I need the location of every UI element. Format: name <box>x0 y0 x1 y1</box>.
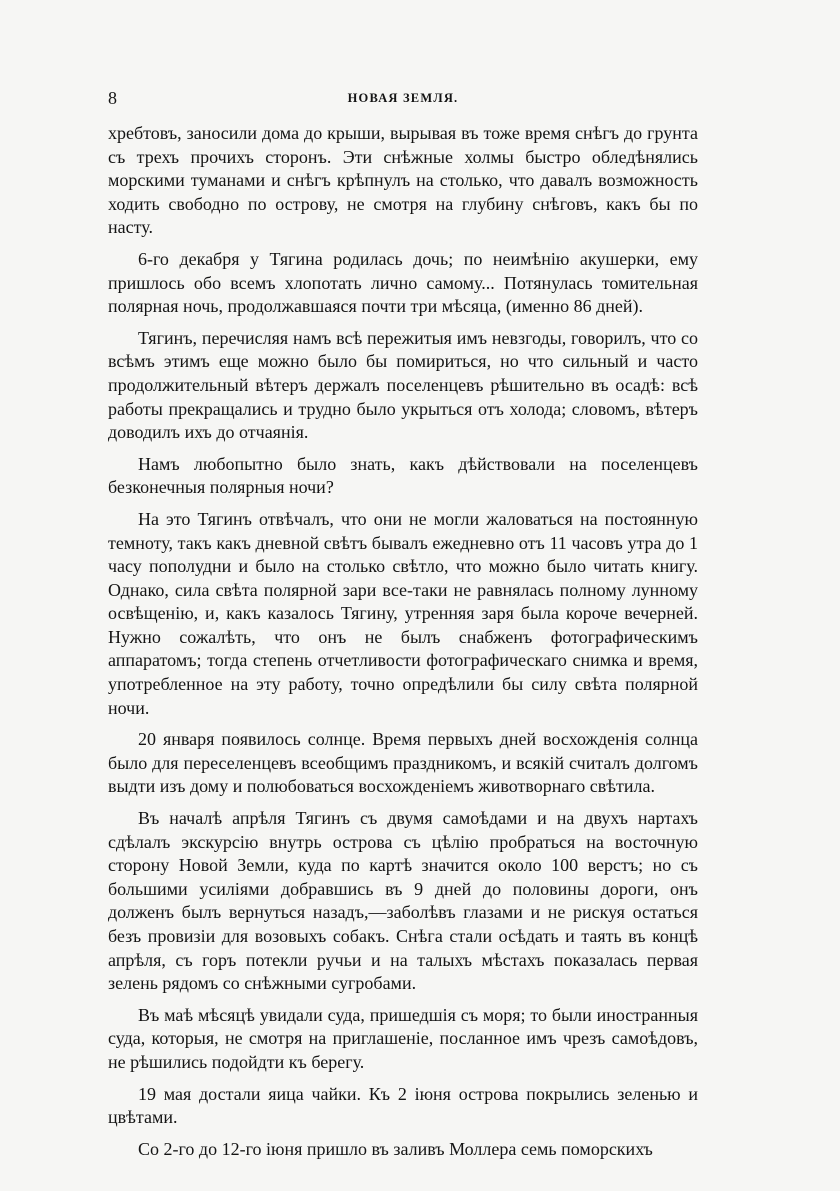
paragraph: Въ началѣ апрѣля Тягинъ съ двумя самоѣдами и на двухъ нартахъ сдѣлалъ экскурсію внутрь острова съ цѣлію пробраться на восточную сторону Новой Земли, куда по картѣ значится около 100 верстъ; но съ большими усиліями добравшись въ 9 дней до половины дороги, онъ долженъ былъ вернуться назадъ,—заболѣвъ глазами и не рискуя остаться безъ провизіи для возовыхъ собакъ. Снѣга стали осѣдать и таять въ концѣ апрѣля, съ горъ потекли ручьи и на талыхъ мѣстахъ показалась первая зелень рядомъ со снѣжными сугробами. <box>108 808 698 994</box>
paragraph: 6-го декабря у Тягина родилась дочь; по неимѣнію акушерки, ему пришлось обо всемъ хлопотать лично самому... Потянулась томительная полярная ночь, продолжавшаяся почти три мѣсяца, (именно 86 дней). <box>108 248 698 317</box>
page-number: 8 <box>108 88 117 108</box>
paragraph: Въ маѣ мѣсяцѣ увидали суда, пришедшія съ моря; то были иностранныя суда, которыя, не смотря на приглашеніе, посланное имъ чрезъ самоѣдовъ, не рѣшились подойдти къ берегу. <box>108 1004 698 1072</box>
paragraph: 20 января появилось солнце. Время первыхъ дней восхожденія солнца было для переселенцевъ всеобщимъ праздникомъ, и всякій считалъ долгомъ выдти изъ дому и полюбоваться восхожденіемъ животворнаго свѣтила. <box>108 729 698 797</box>
paragraph: Намъ любопытно было знать, какъ дѣйствовали на поселенцевъ безконечныя полярныя ночи? <box>108 453 698 498</box>
paragraph: На это Тягинъ отвѣчалъ, что они не могли жаловаться на постоянную темноту, такъ какъ дневной свѣтъ бывалъ ежедневно отъ 11 часовъ утра до 1 часу пополудни и было на столько свѣтло, что можно было читать книгу. Однако, сила свѣта полярной зари все-таки не равнялась полному лунному освѣщенію, и, какъ казалось Тягину, утренняя заря была короче вечерней. Нужно сожалѣть, что онъ не былъ снабженъ фотографическимъ аппаратомъ; тогда степень отчетливости фотографическаго снимка и время, употребленное на эту работу, точно опредѣлили бы силу свѣта полярной ночи. <box>108 508 698 718</box>
paragraph: 19 мая достали яица чайки. Къ 2 іюня острова покрылись зеленью и цвѣтами. <box>108 1083 698 1128</box>
paragraph: Со 2-го до 12-го іюня пришло въ заливъ Моллера семь поморскихъ <box>138 1138 653 1159</box>
paragraph: Тягинъ, перечисляя намъ всѣ пережитыя имъ невзгоды, говорилъ, что со всѣмъ этимъ еще можно было бы помириться, но что сильный и часто продолжительный вѣтеръ держалъ поселенцевъ рѣшительно въ осадѣ: всѣ работы прекращались и трудно было укрыться отъ холода; словомъ, вѣтеръ доводилъ ихъ до отчаянія. <box>108 327 698 443</box>
paragraph: хребтовъ, заносили дома до крыши, вырывая въ тоже время снѣгъ до грунта съ трехъ прочихъ сторонъ. Эти снѣжные холмы быстро обледѣнялись морскими туманами и снѣгъ крѣпнулъ на столько, что давалъ возможность ходить свободно по острову, не смотря на глубину снѣговъ, какъ бы по насту. <box>108 123 698 238</box>
running-title: НОВАЯ ЗЕМЛЯ. <box>347 91 459 105</box>
page-header <box>108 88 698 112</box>
body-text <box>108 122 698 1169</box>
